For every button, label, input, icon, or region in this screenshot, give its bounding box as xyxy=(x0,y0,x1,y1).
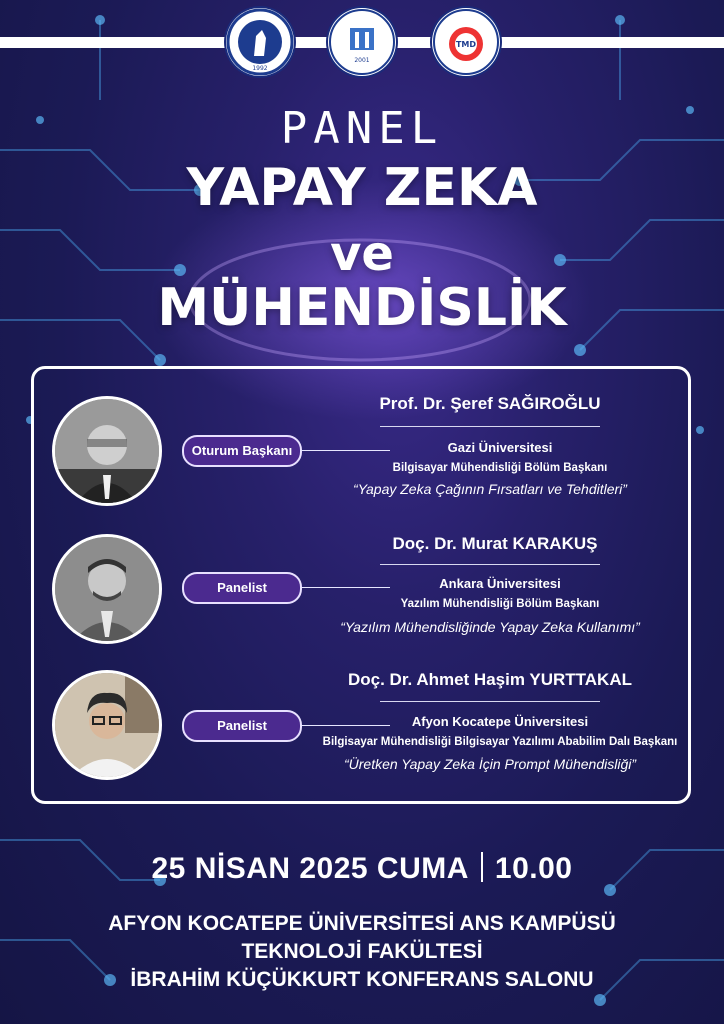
speaker-2-connector xyxy=(300,587,390,588)
speaker-1-photo xyxy=(52,396,162,506)
speaker-1-talk-title: “Yapay Zeka Çağının Fırsatları ve Tehditleri” xyxy=(353,481,627,497)
venue-line-1: AFYON KOCATEPE ÜNİVERSİTESİ ANS KAMPÜSÜ xyxy=(108,912,616,935)
svg-text:2001: 2001 xyxy=(354,57,370,64)
engineering-faculty-logo xyxy=(328,8,396,76)
afyon-kocatepe-university-logo xyxy=(226,8,294,76)
speaker-3-divider xyxy=(380,701,600,702)
speaker-2-name: Doç. Dr. Murat KARAKUŞ xyxy=(392,534,598,553)
svg-text:TMD: TMD xyxy=(455,40,477,49)
speaker-3-photo xyxy=(52,670,162,780)
speaker-3-role-badge: Panelist xyxy=(182,710,302,742)
event-time: 10.00 xyxy=(494,852,573,885)
speaker-1-connector xyxy=(300,450,390,451)
speaker-3-university: Afyon Kocatepe Üniversitesi xyxy=(411,714,589,729)
speaker-1-divider xyxy=(380,426,600,427)
tmd-logo xyxy=(432,8,500,76)
title-line-2: ve xyxy=(330,226,394,282)
title-line-3: MÜHENDİSLİK xyxy=(157,278,567,338)
panel-heading: PANEL xyxy=(280,103,444,154)
speaker-2-talk-title: “Yazılım Mühendisliğinde Yapay Zeka Kullanımı” xyxy=(340,619,640,635)
speaker-3-name: Doç. Dr. Ahmet Haşim YURTTAKAL xyxy=(347,670,632,689)
event-date: 25 NİSAN 2025 CUMA xyxy=(151,852,469,885)
date-time-separator xyxy=(481,852,483,882)
speaker-2-photo xyxy=(52,534,162,644)
svg-text:1992: 1992 xyxy=(252,65,268,72)
speaker-2-divider xyxy=(380,564,600,565)
speaker-3-connector xyxy=(300,725,390,726)
speaker-2-role-badge: Panelist xyxy=(182,572,302,604)
speaker-2-university: Ankara Üniversitesi xyxy=(439,576,561,591)
speaker-2-department: Yazılım Mühendisliği Bölüm Başkanı xyxy=(400,598,600,610)
speaker-3-department: Bilgisayar Mühendisliği Bilgisayar Yazılımı Ababilim Dalı Başkanı xyxy=(322,736,678,748)
venue-line-3: İBRAHİM KÜÇÜKKURT KONFERANS SALONU xyxy=(130,968,594,991)
event-date-time xyxy=(0,852,724,886)
speaker-3-talk-title: “Üretken Yapay Zeka İçin Prompt Mühendisliği” xyxy=(343,756,637,772)
venue-line-2: TEKNOLOJİ FAKÜLTESİ xyxy=(241,940,483,963)
speaker-1-name: Prof. Dr. Şeref SAĞIROĞLU xyxy=(379,394,601,413)
speaker-1-university: Gazi Üniversitesi xyxy=(447,440,553,455)
speaker-1-department: Bilgisayar Mühendisliği Bölüm Başkanı xyxy=(392,462,608,474)
speaker-1-role-badge: Oturum Başkanı xyxy=(182,435,302,467)
title-line-1: YAPAY ZEKA xyxy=(186,158,538,218)
